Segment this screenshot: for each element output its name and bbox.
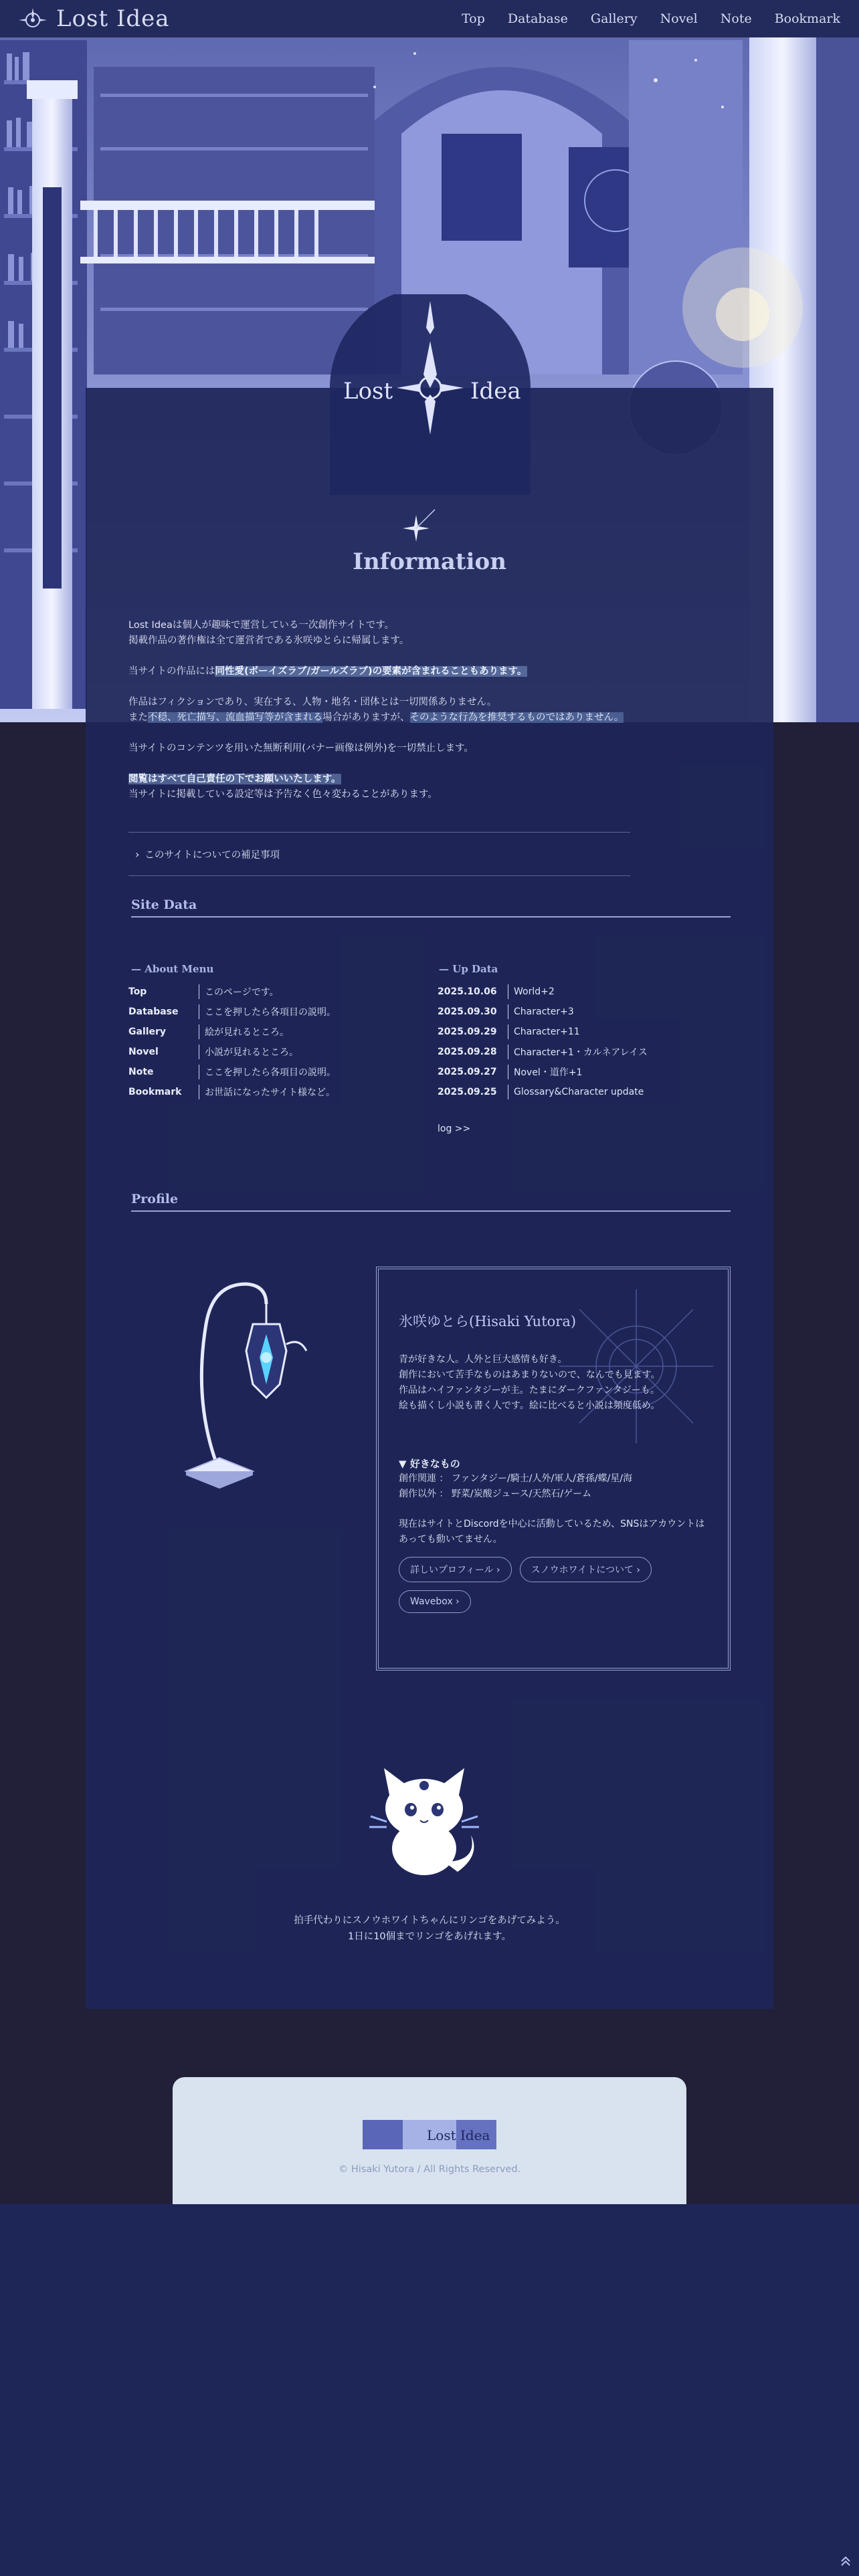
menu-desc: お世話になったサイト様など。 (205, 1087, 336, 1098)
update-note: Glossary&Character update (514, 1087, 644, 1097)
top-navbar (0, 0, 859, 37)
likes-list (399, 1471, 720, 1502)
info-line: Lost Ideaは個人が趣味で運営している一次創作サイトです。 (128, 620, 395, 631)
table-row (128, 1062, 409, 1082)
nav-gallery[interactable]: Gallery (590, 11, 638, 26)
info-line: 当サイトに掲載している設定等は予告なく色々変わることがあります。 (128, 789, 438, 800)
bio-line: 青が好きな人。人外と巨大感情も好き。 (399, 1354, 567, 1365)
information-body (128, 618, 731, 818)
emblem-text-left: Lost (343, 378, 393, 405)
update-note: Character+3 (514, 1006, 574, 1017)
supplement-label: このサイトについての補足事項 (145, 849, 280, 861)
snow-white-button[interactable]: スノウホワイトについて › (520, 1557, 652, 1582)
scroll-to-top-icon[interactable] (839, 2555, 852, 2568)
mascot-caption (86, 1913, 773, 1945)
log-link[interactable]: log >> (438, 1123, 471, 1134)
likes-line: 創作関連 ： ファンタジー/騎士/人外/軍人/蒼孫/蝶/星/海 (399, 1473, 633, 1484)
profile-heading: Profile (131, 1192, 731, 1212)
footer-banner[interactable] (363, 2120, 496, 2149)
update-note: World+2 (514, 986, 555, 997)
nav-novel[interactable]: Novel (660, 11, 698, 26)
likes-title: ▼ 好きなもの (399, 1458, 460, 1470)
sparkle-icon (396, 508, 436, 548)
profile-buttons (399, 1557, 720, 1613)
lantern-illustration (166, 1271, 320, 1491)
about-menu-heading: — About Menu (131, 963, 213, 975)
menu-key[interactable]: Database (128, 1004, 199, 1019)
info-line: 作品はフィクションであり、実在する、人物・地名・団体とは一切関係ありません。 (128, 697, 497, 708)
site-emblem (330, 294, 531, 495)
nav-note[interactable]: Note (720, 11, 752, 26)
nav-database[interactable]: Database (507, 11, 568, 26)
table-row (438, 1022, 732, 1042)
table-row (438, 1042, 732, 1062)
mascot-line: 1日に10個までリンゴをあげれます。 (347, 1931, 511, 1942)
sns-note (399, 1517, 720, 1547)
update-date: 2025.09.28 (438, 1045, 508, 1059)
button-label: 詳しいプロフィール (410, 1565, 494, 1576)
supplement-accordion[interactable] (128, 832, 630, 876)
info-highlight: 同性愛(ボーイズラブ/ガールズラブ)の要素が含まれることもあります。 (215, 666, 527, 677)
detailed-profile-button[interactable]: 詳しいプロフィール › (399, 1557, 512, 1582)
mascot-line: 拍手代わりにスノウホワイトちゃんにリンゴをあげてみよう。 (294, 1915, 565, 1926)
snow-white-mascot[interactable] (364, 1755, 484, 1882)
nav-bookmark[interactable]: Bookmark (774, 11, 840, 26)
likes-line: 創作以外 ： 野菜/炭酸ジュース/天然石/ゲーム (399, 1489, 592, 1499)
footer-card (173, 2077, 686, 2204)
about-menu-table (128, 982, 409, 1102)
menu-desc: このページです。 (205, 987, 279, 998)
table-row (438, 1062, 732, 1082)
sns-line: あっても動いてません。 (399, 1534, 502, 1545)
emblem-text-right: Idea (470, 378, 521, 405)
update-date: 2025.09.29 (438, 1025, 508, 1039)
up-data-heading: — Up Data (439, 963, 498, 975)
menu-desc: ここを押したら各項目の説明。 (205, 1067, 336, 1078)
menu-key[interactable]: Gallery (128, 1025, 199, 1039)
menu-key[interactable]: Note (128, 1065, 199, 1079)
profile-bio (399, 1352, 720, 1414)
info-line: 当サイトのコンテンツを用いた無断利用(バナー画像は例外)を一切禁止します。 (128, 743, 474, 754)
menu-key[interactable]: Top (128, 984, 199, 999)
table-row (128, 1002, 409, 1022)
table-row (438, 982, 732, 1002)
menu-desc: 絵が見れるところ。 (205, 1027, 289, 1038)
update-date: 2025.09.25 (438, 1085, 508, 1099)
site-logo[interactable] (16, 5, 170, 32)
info-line: 当サイトの作品には (128, 666, 215, 677)
info-line: また (128, 712, 148, 723)
sns-line: 現在はサイトとDiscordを中心に活動しているため、SNSはアカウントは (399, 1519, 705, 1529)
wavebox-button[interactable]: Wavebox › (399, 1590, 471, 1613)
update-note: Novel・道作+1 (514, 1067, 583, 1078)
menu-key[interactable]: Novel (128, 1045, 199, 1059)
update-date: 2025.09.30 (438, 1004, 508, 1019)
update-note: Character+1・カルネアレイス (514, 1047, 648, 1058)
update-note: Character+11 (514, 1027, 580, 1037)
table-row (128, 1022, 409, 1042)
table-row (438, 1002, 732, 1022)
profile-card (376, 1267, 731, 1671)
logo-text: Lost Idea (56, 5, 170, 32)
button-label: スノウホワイトについて (531, 1565, 634, 1576)
table-row (438, 1082, 732, 1102)
bio-line: 絵も描くし小説も書く人です。絵に比べると小説は頻度低め。 (399, 1400, 660, 1411)
menu-desc: ここを押したら各項目の説明。 (205, 1007, 336, 1018)
up-data-table (438, 982, 732, 1102)
info-highlight: 閲覧はすべて自己責任の下でお願いいたします。 (128, 774, 341, 784)
logo-emblem-icon (16, 5, 50, 32)
banner-image (363, 2120, 496, 2149)
chevron-right-icon: › (135, 847, 140, 861)
menu-key[interactable]: Bookmark (128, 1085, 199, 1099)
menu-desc: 小説が見れるところ。 (205, 1047, 298, 1058)
profile-name: 氷咲ゆとら(Hisaki Yutora) (399, 1313, 577, 1329)
update-date: 2025.09.27 (438, 1065, 508, 1079)
table-row (128, 1042, 409, 1062)
bio-line: 創作において苦手なものはあまりないので、なんでも見ます。 (399, 1370, 660, 1380)
info-highlight: そのような行為を推奨するものではありません。 (409, 712, 624, 723)
site-data-heading: Site Data (131, 897, 731, 918)
table-row (128, 1082, 409, 1102)
nav-menu (462, 11, 840, 26)
main-panel (86, 388, 773, 2009)
bio-line: 作品はハイファンタジーが主。たまにダークファンタジーも。 (399, 1385, 660, 1396)
info-line: 場合がありますが、 (322, 712, 410, 723)
copyright: © Hisaki Yutora / All Rights Reserved. (338, 2164, 521, 2175)
nav-top[interactable]: Top (462, 11, 485, 26)
button-label: Wavebox (410, 1596, 453, 1607)
banner-text: Lost Idea (427, 2127, 490, 2143)
table-row (128, 982, 409, 1002)
update-date: 2025.10.06 (438, 984, 508, 999)
info-line: 掲載作品の著作権は全て運営者である氷咲ゆとらに帰属します。 (128, 635, 409, 646)
info-highlight: 不穏、死亡描写、流血描写等が含まれる (148, 712, 322, 723)
information-title: Information (353, 548, 506, 575)
